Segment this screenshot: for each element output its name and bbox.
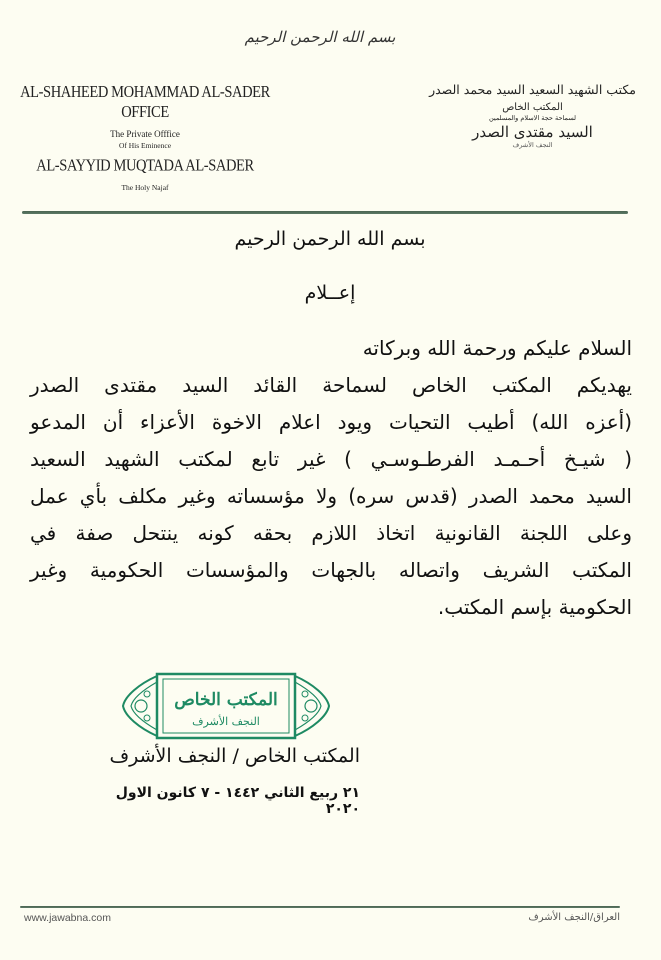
- footer-location: العراق/النجف الأشرف: [528, 912, 620, 923]
- letterhead-english: [20, 83, 270, 192]
- body-line-6: المكتب الشريف واتصاله بالجهات والمؤسسات الحكومية وغير: [30, 558, 632, 582]
- greeting-line: السلام عليكم ورحمة الله وبركاته: [362, 336, 632, 360]
- letterhead-basmala-calligraphy: [220, 28, 420, 46]
- english-city: The Holy Najaf: [121, 183, 169, 192]
- arabic-private-office: المكتب الخاص: [502, 102, 563, 113]
- body-line-5: وعلى اللجنة القانونية اتخاذ اللازم بحقه كونه ينتحل صفة في: [30, 521, 632, 545]
- body-line-2: (أعزه الله) أطيب التحيات ويود اعلام الاخوة الأعزاء أن المدعو: [30, 410, 632, 434]
- stamp-graphic: [117, 670, 335, 742]
- stamp-text-office: المكتب الخاص: [174, 690, 278, 710]
- arabic-sayyid-name: السيد مقتدى الصدر: [472, 123, 593, 141]
- arabic-city: النجف الأشرف: [512, 141, 553, 149]
- english-of-his-eminence: Of His Eminence: [118, 141, 172, 150]
- body-line-4: السيد محمد الصدر (قدس سره) ولا مؤسساته وغير مكلف بأي عمل: [30, 484, 632, 508]
- arabic-office-name: مكتب الشهيد السعيد السيد محمد الصدر: [429, 82, 636, 97]
- stamp-text-city: النجف الأشرف: [192, 715, 260, 728]
- body-line-1: يهديكم المكتب الخاص لسماحة القائد السيد مقتدى الصدر: [30, 373, 632, 397]
- footer-divider: [20, 906, 620, 908]
- footer-website: www.jawabna.com: [24, 912, 111, 924]
- english-office-name: AL-SHAHEED MOHAMMAD AL-SADER OFFICE: [20, 83, 270, 122]
- letter-body: [30, 330, 632, 626]
- signature-office: المكتب الخاص / النجف الأشرف: [109, 745, 360, 767]
- office-stamp: [117, 670, 335, 742]
- content-title: إعــلام: [304, 282, 356, 304]
- arabic-honorific: لسماحة حجة الاسلام والمسلمين: [488, 114, 577, 122]
- body-line-7: الحكومية بإسم المكتب.: [437, 595, 632, 619]
- letterhead-basmala-text: بسم الله الرحمن الرحيم: [244, 28, 396, 46]
- english-sayyid-name: AL-SAYYID MUQTADA AL-SADER: [36, 156, 254, 176]
- header-divider: [22, 211, 628, 214]
- signature-date: ٢١ ربيع الثاني ١٤٤٢ - ٧ كانون الاول ٢٠٢٠: [115, 785, 360, 817]
- letterhead-arabic: [420, 82, 645, 149]
- body-line-3: ( شيـخ أحـمـد الفرطـوسـي ) غير تابع لمكتب الشهيد السعيد: [30, 447, 632, 471]
- content-basmala: بسم الله الرحمن الرحيم: [234, 228, 426, 250]
- english-private-office: The Private Offfice: [110, 129, 180, 139]
